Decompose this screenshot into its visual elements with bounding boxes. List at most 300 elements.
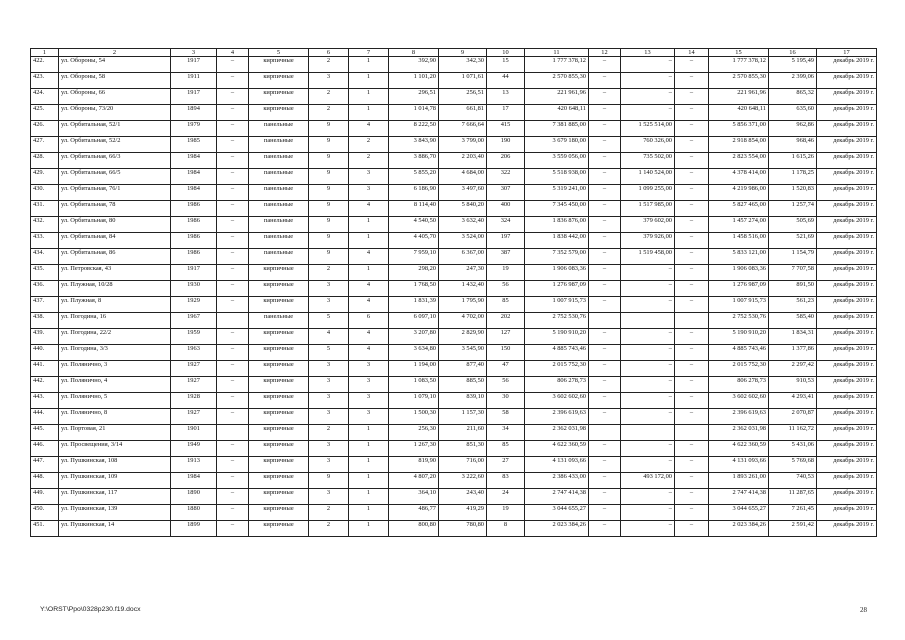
address-cell: ул. Обороны, 54: [59, 57, 171, 73]
col12-cell: –: [589, 345, 621, 361]
table-row: [31, 153, 877, 169]
col14-cell: –: [675, 57, 709, 73]
column-number-12: 12: [589, 49, 621, 57]
floors-cell: 2: [309, 57, 349, 73]
column-number-13: 13: [621, 49, 675, 57]
wall-material-cell: кирпичные: [249, 329, 309, 345]
row-number-cell: 440.: [31, 345, 59, 361]
year-cell: 1927: [171, 377, 217, 393]
col4-cell: –: [217, 89, 249, 105]
residents-cell: 322: [487, 169, 525, 185]
col13-cell: 1 517 985,00: [621, 201, 675, 217]
deadline-cell: декабрь 2019 г.: [817, 137, 877, 153]
col14-cell: –: [675, 329, 709, 345]
entrances-cell: 6: [349, 313, 389, 329]
total-area-cell: 392,90: [389, 57, 439, 73]
col15-cost-cell: 2 015 752,30: [709, 361, 769, 377]
col12-cell: –: [589, 441, 621, 457]
entrances-cell: 3: [349, 169, 389, 185]
floors-cell: 9: [309, 233, 349, 249]
row-number-cell: 422.: [31, 57, 59, 73]
year-cell: 1963: [171, 345, 217, 361]
year-cell: 1930: [171, 281, 217, 297]
column-number-5: 5: [249, 49, 309, 57]
wall-material-cell: кирпичные: [249, 105, 309, 121]
row-number-cell: 435.: [31, 265, 59, 281]
floors-cell: 3: [309, 441, 349, 457]
entrances-cell: 1: [349, 217, 389, 233]
col15-cost-cell: 4 219 986,00: [709, 185, 769, 201]
total-cost-cell: 1 777 378,12: [525, 57, 589, 73]
residents-cell: 13: [487, 89, 525, 105]
col14-cell: –: [675, 153, 709, 169]
wall-material-cell: кирпичные: [249, 473, 309, 489]
cost-per-sqm-cell: 962,86: [769, 121, 817, 137]
table-row: [31, 89, 877, 105]
deadline-cell: декабрь 2019 г.: [817, 361, 877, 377]
living-area-cell: 7 666,64: [439, 121, 487, 137]
total-cost-cell: 2 023 384,26: [525, 521, 589, 537]
address-cell: ул. Полянично, 3: [59, 361, 171, 377]
total-area-cell: 1 500,30: [389, 409, 439, 425]
residents-cell: 85: [487, 441, 525, 457]
wall-material-cell: кирпичные: [249, 457, 309, 473]
col15-cost-cell: 2 823 554,00: [709, 153, 769, 169]
col12-cell: –: [589, 217, 621, 233]
col12-cell: –: [589, 105, 621, 121]
wall-material-cell: панельные: [249, 201, 309, 217]
cost-per-sqm-cell: 7 707,58: [769, 265, 817, 281]
year-cell: 1967: [171, 313, 217, 329]
floors-cell: 3: [309, 297, 349, 313]
total-cost-cell: 1 007 915,73: [525, 297, 589, 313]
residents-cell: 44: [487, 73, 525, 89]
total-cost-cell: 2 752 530,76: [525, 313, 589, 329]
col14-cell: –: [675, 185, 709, 201]
deadline-cell: декабрь 2019 г.: [817, 505, 877, 521]
table-row: [31, 297, 877, 313]
total-area-cell: 3 886,70: [389, 153, 439, 169]
year-cell: 1984: [171, 473, 217, 489]
col15-cost-cell: 5 856 371,00: [709, 121, 769, 137]
wall-material-cell: кирпичные: [249, 489, 309, 505]
floors-cell: 9: [309, 169, 349, 185]
residents-cell: 30: [487, 393, 525, 409]
living-area-cell: 243,40: [439, 489, 487, 505]
col14-cell: –: [675, 265, 709, 281]
table-row: [31, 185, 877, 201]
floors-cell: 3: [309, 393, 349, 409]
table-row: [31, 201, 877, 217]
wall-material-cell: кирпичные: [249, 393, 309, 409]
residents-cell: 19: [487, 265, 525, 281]
entrances-cell: 1: [349, 233, 389, 249]
row-number-cell: 443.: [31, 393, 59, 409]
col14-cell: –: [675, 105, 709, 121]
table-row: [31, 409, 877, 425]
column-number-8: 8: [389, 49, 439, 57]
cost-per-sqm-cell: 5 431,06: [769, 441, 817, 457]
col14-cell: –: [675, 201, 709, 217]
total-area-cell: 1 101,20: [389, 73, 439, 89]
col13-cell: –: [621, 521, 675, 537]
floors-cell: 9: [309, 249, 349, 265]
col12-cell: –: [589, 185, 621, 201]
col4-cell: –: [217, 121, 249, 137]
living-area-cell: 1 432,40: [439, 281, 487, 297]
total-cost-cell: 1 276 987,09: [525, 281, 589, 297]
col15-cost-cell: 4 131 093,66: [709, 457, 769, 473]
year-cell: 1984: [171, 153, 217, 169]
document-sheet: [30, 48, 876, 537]
col13-cell: –: [621, 409, 675, 425]
col12-cell: –: [589, 393, 621, 409]
col4-cell: –: [217, 233, 249, 249]
row-number-cell: 444.: [31, 409, 59, 425]
col15-cost-cell: 806 278,73: [709, 377, 769, 393]
address-cell: ул. Портовая, 21: [59, 425, 171, 441]
column-number-4: 4: [217, 49, 249, 57]
total-area-cell: 1 831,39: [389, 297, 439, 313]
deadline-cell: декабрь 2019 г.: [817, 121, 877, 137]
col12-cell: –: [589, 409, 621, 425]
floors-cell: 9: [309, 153, 349, 169]
col14-cell: –: [675, 505, 709, 521]
deadline-cell: декабрь 2019 г.: [817, 281, 877, 297]
wall-material-cell: кирпичные: [249, 73, 309, 89]
total-cost-cell: 7 352 579,00: [525, 249, 589, 265]
total-area-cell: 8 222,50: [389, 121, 439, 137]
residents-cell: 197: [487, 233, 525, 249]
living-area-cell: 3 524,00: [439, 233, 487, 249]
cost-per-sqm-cell: 4 293,41: [769, 393, 817, 409]
floors-cell: 3: [309, 377, 349, 393]
col13-cell: 379 602,00: [621, 217, 675, 233]
cost-per-sqm-cell: 1 178,25: [769, 169, 817, 185]
total-cost-cell: 2 570 855,30: [525, 73, 589, 89]
entrances-cell: 4: [349, 201, 389, 217]
row-number-cell: 424.: [31, 89, 59, 105]
deadline-cell: декабрь 2019 г.: [817, 249, 877, 265]
total-area-cell: 1 194,00: [389, 361, 439, 377]
col13-cell: 735 502,00: [621, 153, 675, 169]
col13-cell: –: [621, 457, 675, 473]
wall-material-cell: кирпичные: [249, 281, 309, 297]
deadline-cell: декабрь 2019 г.: [817, 521, 877, 537]
total-cost-cell: 3 044 655,27: [525, 505, 589, 521]
entrances-cell: 4: [349, 329, 389, 345]
deadline-cell: декабрь 2019 г.: [817, 185, 877, 201]
total-area-cell: 1 267,30: [389, 441, 439, 457]
col13-cell: –: [621, 377, 675, 393]
col4-cell: –: [217, 217, 249, 233]
table-row: [31, 329, 877, 345]
row-number-cell: 447.: [31, 457, 59, 473]
address-cell: ул. Пушкинская, 139: [59, 505, 171, 521]
col15-cost-cell: 2 747 414,38: [709, 489, 769, 505]
total-cost-cell: 5 190 910,20: [525, 329, 589, 345]
address-cell: ул. Петровская, 43: [59, 265, 171, 281]
table-row: [31, 361, 877, 377]
col13-cell: –: [621, 361, 675, 377]
address-cell: ул. Просвещения, 3/14: [59, 441, 171, 457]
floors-cell: 3: [309, 409, 349, 425]
col12-cell: –: [589, 169, 621, 185]
deadline-cell: декабрь 2019 г.: [817, 201, 877, 217]
year-cell: 1984: [171, 169, 217, 185]
cost-per-sqm-cell: 1 154,79: [769, 249, 817, 265]
year-cell: 1986: [171, 217, 217, 233]
column-number-10: 10: [487, 49, 525, 57]
wall-material-cell: кирпичные: [249, 297, 309, 313]
col12-cell: –: [589, 361, 621, 377]
residents-cell: 56: [487, 281, 525, 297]
total-area-cell: 8 114,40: [389, 201, 439, 217]
col14-cell: –: [675, 521, 709, 537]
total-area-cell: 1 083,50: [389, 377, 439, 393]
table-row: [31, 249, 877, 265]
col14-cell: –: [675, 297, 709, 313]
col4-cell: –: [217, 137, 249, 153]
total-area-cell: 298,20: [389, 265, 439, 281]
total-area-cell: 486,77: [389, 505, 439, 521]
year-cell: 1928: [171, 393, 217, 409]
year-cell: 1929: [171, 297, 217, 313]
residents-cell: 324: [487, 217, 525, 233]
total-cost-cell: 3 559 056,00: [525, 153, 589, 169]
living-area-cell: 4 684,00: [439, 169, 487, 185]
column-number-16: 16: [769, 49, 817, 57]
living-area-cell: 1 795,90: [439, 297, 487, 313]
floors-cell: 2: [309, 105, 349, 121]
deadline-cell: декабрь 2019 г.: [817, 345, 877, 361]
entrances-cell: 4: [349, 249, 389, 265]
col12-cell: –: [589, 505, 621, 521]
col12-cell: –: [589, 73, 621, 89]
total-area-cell: 3 634,80: [389, 345, 439, 361]
col4-cell: –: [217, 201, 249, 217]
entrances-cell: 4: [349, 345, 389, 361]
col14-cell: –: [675, 169, 709, 185]
col13-cell: –: [621, 73, 675, 89]
col4-cell: –: [217, 441, 249, 457]
cost-per-sqm-cell: 7 261,45: [769, 505, 817, 521]
cost-per-sqm-cell: 5 769,68: [769, 457, 817, 473]
col13-cell: [621, 425, 675, 441]
total-area-cell: 4 807,20: [389, 473, 439, 489]
wall-material-cell: панельные: [249, 185, 309, 201]
year-cell: 1986: [171, 201, 217, 217]
total-area-cell: 4 405,70: [389, 233, 439, 249]
deadline-cell: декабрь 2019 г.: [817, 473, 877, 489]
row-number-cell: 442.: [31, 377, 59, 393]
deadline-cell: декабрь 2019 г.: [817, 377, 877, 393]
col4-cell: –: [217, 473, 249, 489]
col13-cell: –: [621, 329, 675, 345]
wall-material-cell: кирпичные: [249, 57, 309, 73]
col15-cost-cell: 4 378 414,00: [709, 169, 769, 185]
floors-cell: 3: [309, 73, 349, 89]
total-cost-cell: 2 747 414,38: [525, 489, 589, 505]
col14-cell: –: [675, 121, 709, 137]
col14-cell: –: [675, 457, 709, 473]
col13-cell: 760 326,00: [621, 137, 675, 153]
residents-cell: 56: [487, 377, 525, 393]
year-cell: 1986: [171, 249, 217, 265]
floors-cell: 3: [309, 489, 349, 505]
col15-cost-cell: 2 918 854,00: [709, 137, 769, 153]
total-area-cell: 256,30: [389, 425, 439, 441]
col4-cell: –: [217, 489, 249, 505]
year-cell: 1890: [171, 489, 217, 505]
cost-per-sqm-cell: 1 834,31: [769, 329, 817, 345]
col12-cell: [589, 313, 621, 329]
column-number-9: 9: [439, 49, 487, 57]
col15-cost-cell: 4 622 360,59: [709, 441, 769, 457]
col14-cell: –: [675, 137, 709, 153]
entrances-cell: 2: [349, 153, 389, 169]
total-cost-cell: 420 648,11: [525, 105, 589, 121]
year-cell: 1917: [171, 57, 217, 73]
col4-cell: –: [217, 393, 249, 409]
total-cost-cell: 1 836 876,00: [525, 217, 589, 233]
col13-cell: 379 926,00: [621, 233, 675, 249]
col13-cell: [621, 313, 675, 329]
table-row: [31, 137, 877, 153]
col12-cell: –: [589, 297, 621, 313]
deadline-cell: декабрь 2019 г.: [817, 105, 877, 121]
col4-cell: –: [217, 297, 249, 313]
year-cell: 1911: [171, 73, 217, 89]
floors-cell: 2: [309, 425, 349, 441]
residents-cell: 202: [487, 313, 525, 329]
deadline-cell: декабрь 2019 г.: [817, 169, 877, 185]
row-number-cell: 430.: [31, 185, 59, 201]
table-row: [31, 425, 877, 441]
col15-cost-cell: 2 570 855,30: [709, 73, 769, 89]
wall-material-cell: кирпичные: [249, 409, 309, 425]
row-number-cell: 425.: [31, 105, 59, 121]
address-cell: ул. Плужная, 10/28: [59, 281, 171, 297]
total-area-cell: 800,80: [389, 521, 439, 537]
row-number-cell: 436.: [31, 281, 59, 297]
address-cell: ул. Обороны, 66: [59, 89, 171, 105]
total-cost-cell: 3 679 180,00: [525, 137, 589, 153]
col13-cell: 1 140 524,00: [621, 169, 675, 185]
table-row: [31, 313, 877, 329]
col12-cell: –: [589, 57, 621, 73]
table-row: [31, 265, 877, 281]
year-cell: 1913: [171, 457, 217, 473]
table-row: [31, 169, 877, 185]
col13-cell: –: [621, 505, 675, 521]
residents-cell: 127: [487, 329, 525, 345]
wall-material-cell: панельные: [249, 217, 309, 233]
floors-cell: 2: [309, 89, 349, 105]
address-cell: ул. Пушкинская, 117: [59, 489, 171, 505]
col15-cost-cell: 1 458 516,00: [709, 233, 769, 249]
floors-cell: 2: [309, 505, 349, 521]
year-cell: 1917: [171, 89, 217, 105]
wall-material-cell: кирпичные: [249, 521, 309, 537]
total-area-cell: 4 540,50: [389, 217, 439, 233]
col12-cell: –: [589, 233, 621, 249]
col13-cell: 1 525 514,00: [621, 121, 675, 137]
floors-cell: 2: [309, 265, 349, 281]
address-cell: ул. Погодина, 3/3: [59, 345, 171, 361]
table-row: [31, 441, 877, 457]
col14-cell: –: [675, 361, 709, 377]
col13-cell: 1 099 255,00: [621, 185, 675, 201]
address-cell: ул. Погодина, 22/2: [59, 329, 171, 345]
total-cost-cell: 4 622 360,59: [525, 441, 589, 457]
row-number-cell: 451.: [31, 521, 59, 537]
year-cell: 1959: [171, 329, 217, 345]
total-cost-cell: 7 381 885,00: [525, 121, 589, 137]
living-area-cell: 3 222,60: [439, 473, 487, 489]
living-area-cell: 716,00: [439, 457, 487, 473]
total-cost-cell: 3 602 602,60: [525, 393, 589, 409]
entrances-cell: 1: [349, 457, 389, 473]
row-number-cell: 449.: [31, 489, 59, 505]
row-number-cell: 434.: [31, 249, 59, 265]
entrances-cell: 4: [349, 297, 389, 313]
col12-cell: –: [589, 329, 621, 345]
row-number-cell: 426.: [31, 121, 59, 137]
table-row: [31, 473, 877, 489]
col13-cell: –: [621, 89, 675, 105]
living-area-cell: 885,50: [439, 377, 487, 393]
col12-cell: –: [589, 89, 621, 105]
entrances-cell: 1: [349, 265, 389, 281]
year-cell: 1949: [171, 441, 217, 457]
deadline-cell: декабрь 2019 г.: [817, 329, 877, 345]
wall-material-cell: панельные: [249, 233, 309, 249]
entrances-cell: 3: [349, 393, 389, 409]
col15-cost-cell: 1 457 274,00: [709, 217, 769, 233]
col15-cost-cell: 1 276 987,09: [709, 281, 769, 297]
living-area-cell: 1 157,30: [439, 409, 487, 425]
total-cost-cell: 5 319 241,00: [525, 185, 589, 201]
total-cost-cell: 221 961,96: [525, 89, 589, 105]
residents-cell: 15: [487, 57, 525, 73]
table-row: [31, 57, 877, 73]
col12-cell: –: [589, 137, 621, 153]
col13-cell: –: [621, 345, 675, 361]
entrances-cell: 1: [349, 505, 389, 521]
entrances-cell: 1: [349, 57, 389, 73]
residents-cell: 58: [487, 409, 525, 425]
total-area-cell: 364,10: [389, 489, 439, 505]
table-body: [31, 57, 877, 537]
wall-material-cell: кирпичные: [249, 441, 309, 457]
total-area-cell: 1 079,10: [389, 393, 439, 409]
col13-cell: –: [621, 281, 675, 297]
col13-cell: –: [621, 57, 675, 73]
cost-per-sqm-cell: 891,50: [769, 281, 817, 297]
table-row: [31, 345, 877, 361]
col13-cell: –: [621, 265, 675, 281]
cost-per-sqm-cell: 635,60: [769, 105, 817, 121]
year-cell: 1880: [171, 505, 217, 521]
wall-material-cell: панельные: [249, 249, 309, 265]
col12-cell: –: [589, 265, 621, 281]
cost-per-sqm-cell: 740,53: [769, 473, 817, 489]
row-number-cell: 450.: [31, 505, 59, 521]
col14-cell: [675, 425, 709, 441]
column-number-14: 14: [675, 49, 709, 57]
col13-cell: –: [621, 297, 675, 313]
